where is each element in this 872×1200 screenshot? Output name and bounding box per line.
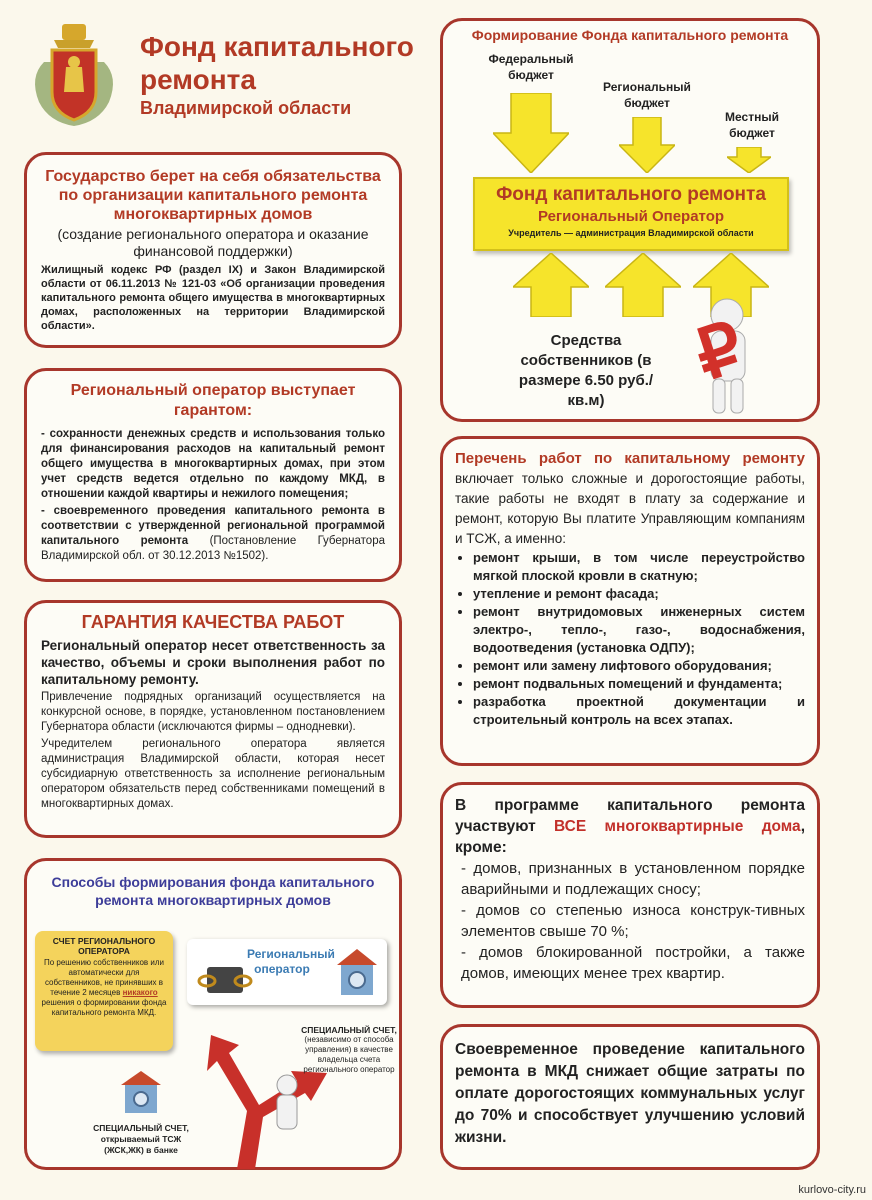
works-box-title: Перечень работ по капитальному ремонту: [455, 450, 805, 467]
program-exception-2: - домов со степенью износа конструк-тивных элементов свыше 70 %;: [461, 902, 805, 940]
state-box-law: Жилищный кодекс РФ (раздел IX) и Закон Владимирской области от 06.11.2013 № 121-03 «Об организации проведения капитального ремонта общего имущества в многоквартирных домах, расположенных на территории Владимирской области».: [41, 264, 385, 332]
regop-note-text: [41, 958, 167, 1018]
works-intro-text: включает только сложные и дорогостоящие работы, такие работы не входят в плату за содержание и ремонт, которую Вы платите Управляющим компаниям и ТСЖ, а именно:: [455, 471, 805, 546]
program-lead-2: , кроме:: [455, 818, 805, 856]
list-item: • ремонт крыши, в том числе переустройство мягкой плоской кровли в скатную;: [473, 549, 805, 585]
special-account-1-text: (независимо от способа управления) в качестве владельца счета регионального оператор: [303, 1035, 395, 1074]
local-budget-label: Местный бюджет: [725, 110, 779, 140]
regional-budget-label: Региональный бюджет: [603, 80, 691, 110]
page-title: Фонд капитального ремонта: [140, 31, 414, 95]
state-obligations-box: [24, 152, 402, 348]
regop-panel: [187, 939, 387, 1005]
formation-box: [440, 18, 820, 422]
program-lead-1: В программе капитального ремонта участвуют: [455, 797, 805, 835]
guarantor-item-timely: [41, 504, 385, 564]
state-box-subtitle: (создание регионального оператора и оказание финансовой поддержки): [57, 226, 369, 259]
fund-banner-title: Фонд капитального ремонта: [496, 184, 766, 205]
fund-banner-subtitle: Региональный Оператор: [537, 208, 725, 225]
list-item: • ремонт внутридомовых инженерных систем электро-, тепло-, газо-, водоснабжения, водоотведения (установка ОДПУ);: [473, 603, 805, 657]
page-subtitle: Владимирской области: [140, 98, 352, 118]
formation-box-title: Формирование Фонда капитального ремонта: [471, 27, 789, 43]
watermark-link[interactable]: kurlovo-city.ru: [798, 1184, 866, 1196]
fund-banner-founder: Учредитель — администрация Владимирской области: [508, 228, 754, 238]
works-box: [440, 436, 820, 766]
federal-budget-label: Федеральный бюджет: [488, 52, 574, 82]
regional-down-arrow-icon: [619, 117, 675, 173]
person-with-ruble-icon: [687, 291, 777, 417]
quality-box: [24, 600, 402, 838]
guarantor-item-funds: - сохранности денежных средств и использования только для финансирования расходов на капитальный ремонт общего имущества в многоквартирных домах, при этом учет средств ведется отдельно по каждому МКД, в отношении каждой квартиры и нежилого помещения;: [41, 428, 385, 500]
coat-of-arms-icon: [24, 22, 124, 128]
tsj-bank-icon: [117, 1067, 165, 1117]
owners-funds-label: Средства собственников (в размере 6.50 руб./кв.м): [518, 332, 654, 409]
guarantor-box-title: Региональный оператор выступает гарантом:: [70, 382, 356, 419]
program-box: [440, 782, 820, 1008]
program-lead: [455, 795, 805, 858]
program-exception-3: - домов блокированной постройки, а также домов, имеющих менее трех квартир.: [461, 944, 805, 982]
savings-text: Своевременное проведение капитального ремонта в МКД снижает общие затраты по оплате дорогостоящих коммунальных услуг до 70% и способствует улучшению условий жизни.: [455, 1041, 805, 1146]
list-item: • утепление и ремонт фасада;: [473, 585, 805, 603]
special-account-2: СПЕЦИАЛЬНЫЙ СЧЕТ, открываемый ТСЖ (ЖСК,ЖК) в банке: [93, 1123, 189, 1155]
bank-vault-icon: [333, 945, 381, 999]
special-account-1: [299, 1025, 399, 1075]
ruble-sign: ₽: [686, 307, 753, 395]
methods-box-title: Способы формирования фонда капитального ремонта многоквартирных домов: [51, 874, 375, 908]
local-down-arrow-icon: [727, 147, 771, 173]
regop-note-bold: никакого: [122, 988, 158, 997]
regop-label: Региональный оператор: [247, 947, 335, 976]
works-list: [455, 549, 805, 729]
regop-account-note: [35, 931, 173, 1051]
quality-box-p1: Привлечение подрядных организаций осуществляется на конкурсной основе, в порядке, установленном постановлением Губернатора области (исключаются фирмы – однодневки).: [41, 691, 385, 733]
guarantor-item-timely-bold: - своевременного проведения капитального ремонта в соответствии с утвержденной региональной программой капитального ремонта: [41, 505, 385, 547]
chain-safe-icon: [197, 959, 253, 999]
regop-note-title: СЧЕТ РЕГИОНАЛЬНОГО ОПЕРАТОРА: [52, 936, 156, 956]
list-item: • ремонт или замену лифтового оборудования;: [473, 657, 805, 675]
federal-down-arrow-icon: [493, 93, 569, 173]
fund-operator-banner: [473, 177, 789, 251]
guarantor-item-timely-normal: (Постановление Губернатора Владимирской обл. от 30.12.2013 №1502).: [41, 535, 385, 562]
state-box-title: Государство берет на себя обязательства по организации капитального ремонта многоквартирных домов: [45, 168, 381, 223]
owners-up-arrow-1-icon: [513, 253, 589, 317]
quality-box-lead: Региональный оператор несет ответственность за качество, объемы и сроки выполнения работ по капитальному ремонту.: [41, 638, 385, 687]
quality-box-p2: Учредителем регионального оператора является администрация Владимирской области, которая несет субсидиарную ответственность за исполнение региональным оператором обязательств перед собственниками помещений в многоквартирных домах.: [41, 738, 385, 810]
list-item: • разработка проектной документации и строительный контроль на всех этапах.: [473, 693, 805, 729]
program-exception-1: - домов, признанных в установленном порядке аварийными и подлежащих сносу;: [461, 860, 805, 898]
guarantor-box: [24, 368, 402, 582]
regop-note-text-2: решения о формировании фонда капитального ремонта МКД.: [41, 998, 167, 1017]
special-account-1-title: СПЕЦИАЛЬНЫЙ СЧЕТ,: [301, 1025, 397, 1035]
program-highlight: ВСЕ многоквартирные дома: [554, 818, 801, 835]
owners-up-arrow-2-icon: [605, 253, 681, 317]
works-intro: [455, 449, 805, 549]
savings-box: [440, 1024, 820, 1170]
quality-box-title: ГАРАНТИЯ КАЧЕСТВА РАБОТ: [81, 612, 345, 632]
methods-box: [24, 858, 402, 1170]
regop-note-text-1: По решению собственников или автоматически для собственников, не принявших в течение 2 месяцев: [43, 958, 165, 997]
list-item: • ремонт подвальных помещений и фундамента;: [473, 675, 805, 693]
